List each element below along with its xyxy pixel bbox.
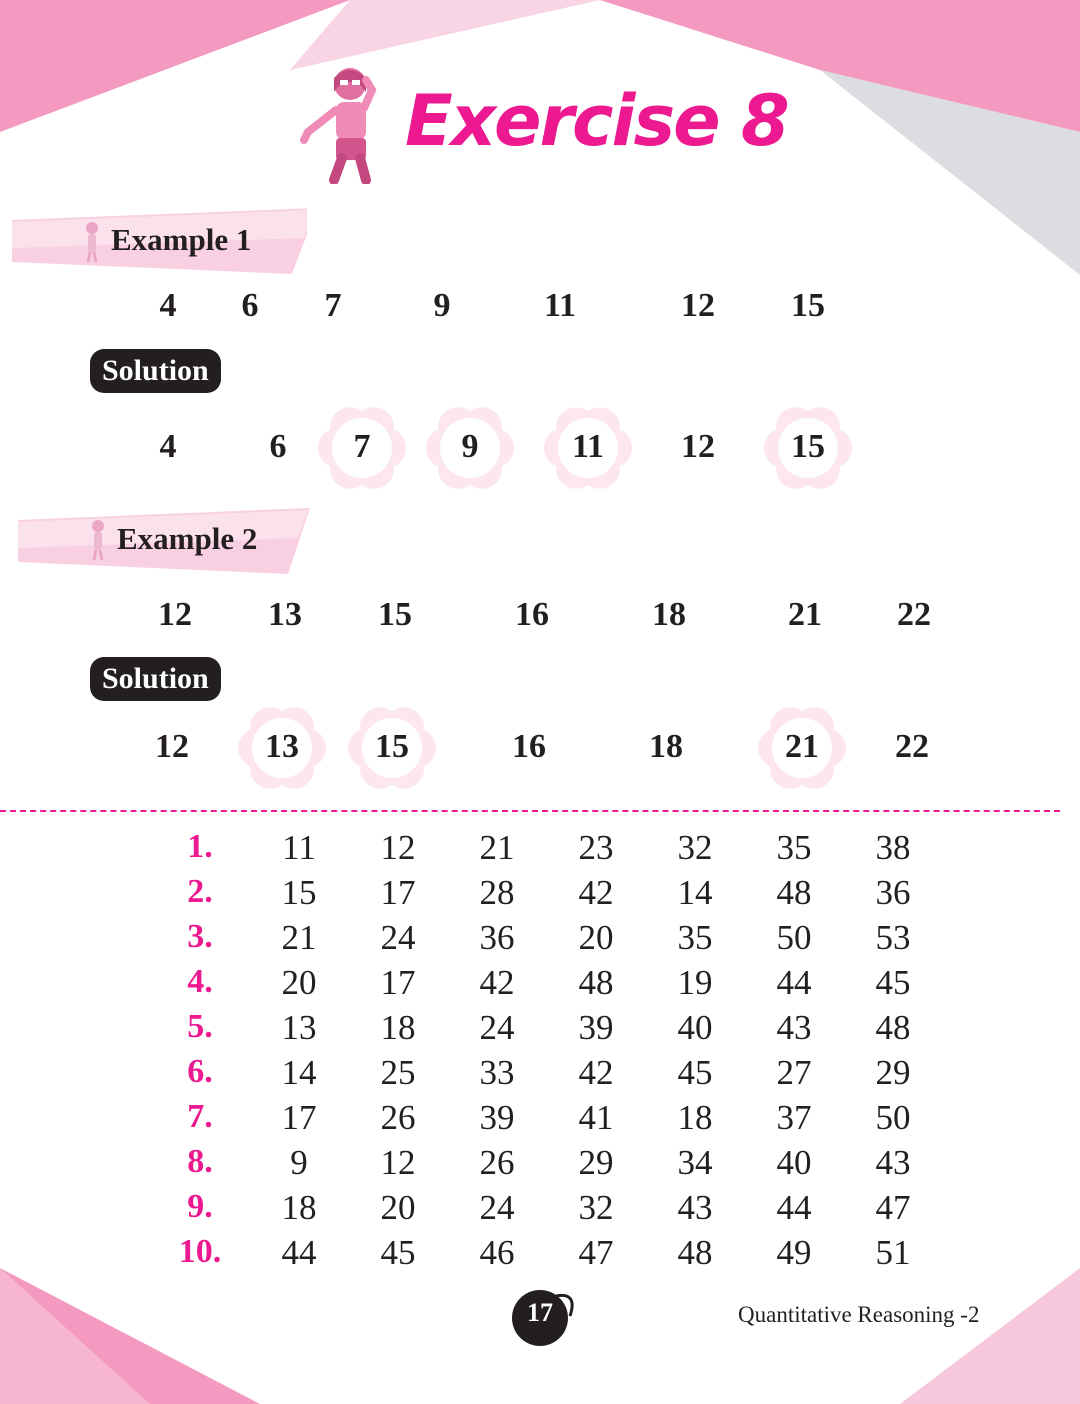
question-value: 26 [479, 1143, 515, 1182]
question-value: 20 [578, 918, 614, 957]
pin-icon [80, 220, 104, 264]
question-value: 43 [677, 1188, 713, 1227]
question-value: 42 [578, 1053, 614, 1092]
question-number: 10. [178, 1233, 222, 1270]
solution-1-label: Solution [90, 349, 221, 393]
question-row [0, 1233, 1080, 1278]
sequence-number: 6 [269, 428, 287, 465]
question-value: 40 [677, 1008, 713, 1047]
question-value: 34 [677, 1143, 713, 1182]
question-value: 9 [290, 1143, 308, 1182]
question-value: 32 [677, 828, 713, 867]
sequence-number: 15 [791, 287, 825, 324]
question-value: 48 [677, 1233, 713, 1272]
question-value: 35 [776, 828, 812, 867]
question-value: 51 [875, 1233, 911, 1272]
question-value: 43 [776, 1008, 812, 1047]
question-value: 48 [875, 1008, 911, 1047]
sequence-number: 9 [433, 287, 451, 324]
sequence-number: 7 [353, 428, 371, 465]
question-value: 37 [776, 1098, 812, 1137]
question-row [0, 1053, 1080, 1098]
question-value: 48 [776, 873, 812, 912]
question-number: 8. [187, 1143, 213, 1180]
question-value: 19 [677, 963, 713, 1002]
question-value: 28 [479, 873, 515, 912]
sequence-number: 12 [681, 287, 715, 324]
question-value: 40 [776, 1143, 812, 1182]
question-number: 9. [187, 1188, 213, 1225]
question-value: 12 [380, 1143, 416, 1182]
question-value: 42 [578, 873, 614, 912]
question-value: 45 [380, 1233, 416, 1272]
sequence-number: 21 [785, 728, 819, 765]
question-value: 44 [776, 1188, 812, 1227]
question-value: 47 [875, 1188, 911, 1227]
question-value: 17 [380, 873, 416, 912]
question-value: 46 [479, 1233, 515, 1272]
question-value: 38 [875, 828, 911, 867]
question-value: 21 [479, 828, 515, 867]
question-value: 26 [380, 1098, 416, 1137]
question-value: 18 [281, 1188, 317, 1227]
question-value: 50 [776, 918, 812, 957]
question-value: 11 [282, 828, 316, 867]
question-value: 50 [875, 1098, 911, 1137]
question-value: 18 [380, 1008, 416, 1047]
question-value: 47 [578, 1233, 614, 1272]
question-value: 20 [380, 1188, 416, 1227]
question-value: 17 [380, 963, 416, 1002]
page-title: Exercise 8 [405, 80, 788, 162]
question-value: 44 [281, 1233, 317, 1272]
pin-icon [86, 518, 110, 562]
solution-2-label: Solution [90, 657, 221, 701]
page-number: 17 [527, 1298, 553, 1327]
question-number: 3. [187, 918, 213, 955]
sequence-number: 15 [378, 596, 412, 633]
sequence-number: 6 [241, 287, 259, 324]
question-value: 32 [578, 1188, 614, 1227]
question-value: 15 [281, 873, 317, 912]
question-value: 43 [875, 1143, 911, 1182]
question-value: 53 [875, 918, 911, 957]
character-icon [300, 62, 390, 184]
question-value: 41 [578, 1098, 614, 1137]
question-row [0, 1143, 1080, 1188]
sequence-number: 16 [512, 728, 546, 765]
sequence-number: 18 [649, 728, 683, 765]
question-number: 6. [187, 1053, 213, 1090]
sequence-number: 7 [324, 287, 342, 324]
question-row [0, 1008, 1080, 1053]
sequence-number: 12 [681, 428, 715, 465]
sequence-number: 12 [158, 596, 192, 633]
example-2-label: Example 2 [117, 521, 258, 556]
question-value: 29 [578, 1143, 614, 1182]
question-number: 2. [187, 873, 213, 910]
divider [0, 810, 1060, 812]
page-number-badge [510, 1290, 576, 1346]
sequence-number: 11 [543, 287, 577, 324]
question-value: 20 [281, 963, 317, 1002]
question-value: 24 [479, 1188, 515, 1227]
question-row [0, 1098, 1080, 1143]
question-value: 36 [479, 918, 515, 957]
question-value: 14 [677, 873, 713, 912]
question-value: 23 [578, 828, 614, 867]
question-value: 25 [380, 1053, 416, 1092]
question-number: 1. [187, 828, 213, 865]
question-value: 39 [578, 1008, 614, 1047]
question-value: 17 [281, 1098, 317, 1137]
question-value: 49 [776, 1233, 812, 1272]
sequence-number: 9 [461, 428, 479, 465]
question-value: 29 [875, 1053, 911, 1092]
question-value: 12 [380, 828, 416, 867]
sequence-number: 13 [265, 728, 299, 765]
footer-text: Quantitative Reasoning -2 [738, 1302, 980, 1327]
question-value: 33 [479, 1053, 515, 1092]
question-value: 27 [776, 1053, 812, 1092]
question-value: 36 [875, 873, 911, 912]
question-value: 35 [677, 918, 713, 957]
question-value: 24 [380, 918, 416, 957]
question-value: 42 [479, 963, 515, 1002]
question-value: 44 [776, 963, 812, 1002]
example-1-label: Example 1 [111, 222, 252, 257]
sequence-number: 18 [652, 596, 686, 633]
question-value: 45 [875, 963, 911, 1002]
question-row [0, 828, 1080, 873]
sequence-number: 11 [571, 428, 605, 465]
question-number: 7. [187, 1098, 213, 1135]
sequence-number: 22 [897, 596, 931, 633]
question-row [0, 873, 1080, 918]
question-value: 18 [677, 1098, 713, 1137]
sequence-number: 16 [515, 596, 549, 633]
question-number: 5. [187, 1008, 213, 1045]
sequence-number: 4 [159, 428, 177, 465]
sequence-number: 15 [375, 728, 409, 765]
question-value: 13 [281, 1008, 317, 1047]
question-row [0, 918, 1080, 963]
question-value: 14 [281, 1053, 317, 1092]
sequence-number: 12 [155, 728, 189, 765]
sequence-number: 22 [895, 728, 929, 765]
question-row [0, 1188, 1080, 1233]
sequence-number: 15 [791, 428, 825, 465]
question-value: 21 [281, 918, 317, 957]
question-number: 4. [187, 963, 213, 1000]
question-value: 48 [578, 963, 614, 1002]
question-value: 45 [677, 1053, 713, 1092]
question-row [0, 963, 1080, 1008]
sequence-number: 21 [788, 596, 822, 633]
sequence-number: 4 [159, 287, 177, 324]
question-value: 39 [479, 1098, 515, 1137]
sequence-number: 13 [268, 596, 302, 633]
question-value: 24 [479, 1008, 515, 1047]
